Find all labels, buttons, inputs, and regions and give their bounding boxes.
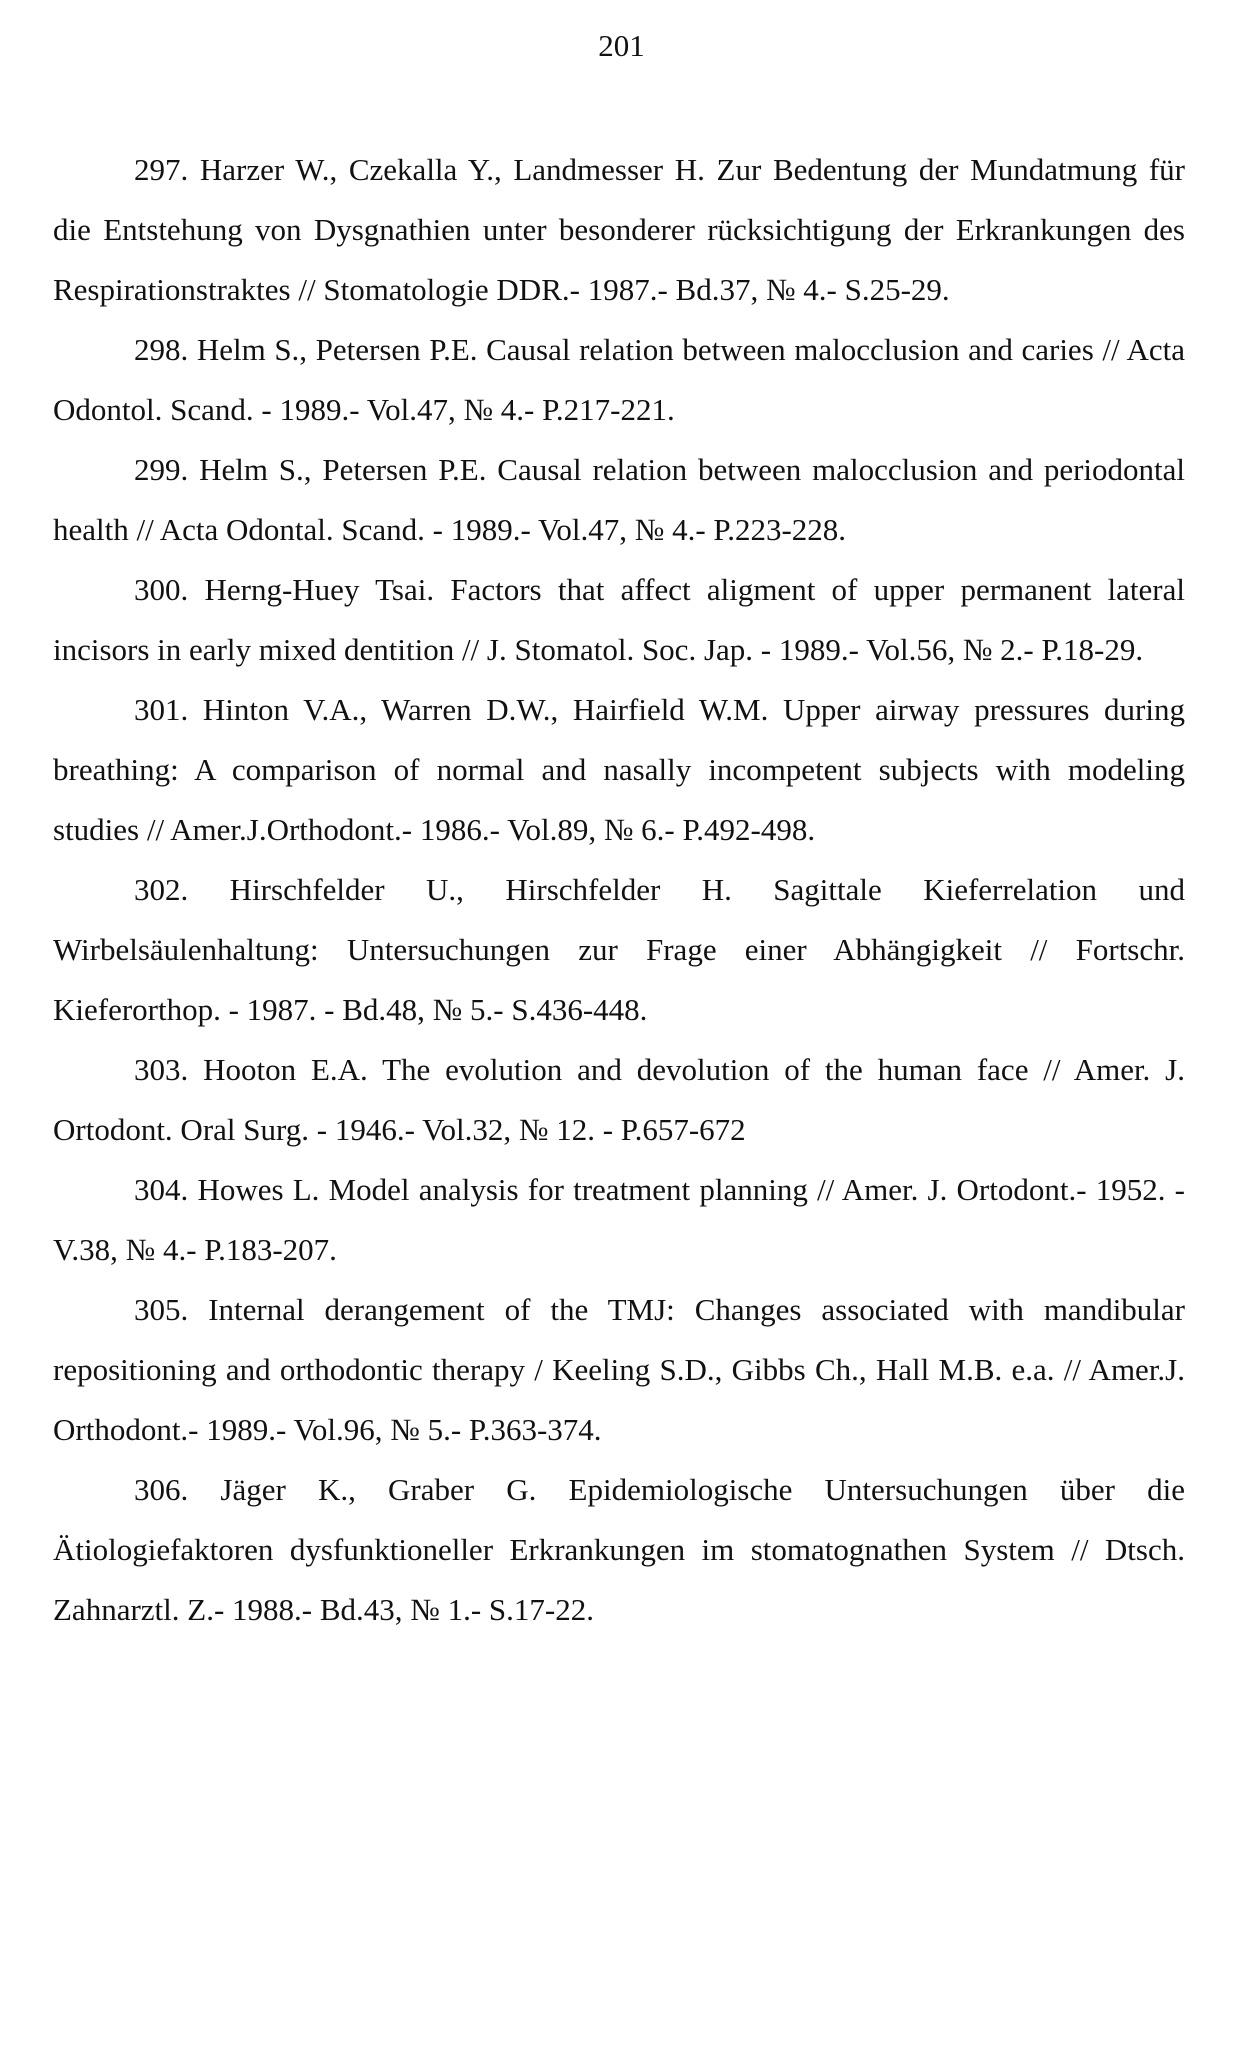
- reference-item-306: 306. Jäger K., Graber G. Epidemiologische Untersuchungen über die Ätiologiefaktoren dysfunktioneller Erkrankungen im stomatognathen System // Dtsch. Zahnarztl. Z.- 1988.- Bd.43, № 1.- S.17-22.: [53, 1472, 1185, 1627]
- reference-list: [53, 140, 1185, 1640]
- reference-item-301: 301. Hinton V.A., Warren D.W., Hairfield W.M. Upper airway pressures during breathing: A comparison of normal and nasally incompetent subjects with modeling studies // Amer.J.Orthodont.- 1986.- Vol.89, № 6.- P.492-498.: [53, 692, 1185, 847]
- reference-item-302: 302. Hirschfelder U., Hirschfelder H. Sagittale Kieferrelation und Wirbelsäulenhaltung: Untersuchungen zur Frage einer Abhängigkeit // Fortschr. Kieferorthop. - 1987. - Bd.48, № 5.- S.436-448.: [53, 872, 1185, 1027]
- reference-item-300: 300. Herng-Huey Tsai. Factors that affect aligment of upper permanent lateral incisors in early mixed dentition // J. Stomatol. Soc. Jap. - 1989.- Vol.56, № 2.- P.18-29.: [53, 572, 1185, 667]
- reference-item-297: 297. Harzer W., Czekalla Y., Landmesser H. Zur Bedentung der Mundatmung für die Entstehung von Dysgnathien unter besonderer rücksichtigung der Erkrankungen des Respirationstraktes // Stomatologie DDR.- 1987.- Bd.37, № 4.- S.25-29.: [53, 152, 1185, 307]
- page-number: 201: [598, 28, 645, 63]
- reference-item-299: 299. Helm S., Petersen P.E. Causal relation between malocclusion and periodontal health // Acta Odontal. Scand. - 1989.- Vol.47, № 4.- P.223-228.: [53, 452, 1185, 547]
- reference-item-303: 303. Hooton E.A. The evolution and devolution of the human face // Amer. J. Ortodont. Oral Surg. - 1946.- Vol.32, № 12. - P.657-672: [53, 1052, 1185, 1147]
- reference-item-305: 305. Internal derangement of the TMJ: Changes associated with mandibular repositioning and orthodontic therapy / Keeling S.D., Gibbs Ch., Hall M.B. e.a. // Amer.J. Orthodont.- 1989.- Vol.96, № 5.- P.363-374.: [53, 1292, 1185, 1447]
- reference-item-298: 298. Helm S., Petersen P.E. Causal relation between malocclusion and caries // Acta Odontol. Scand. - 1989.- Vol.47, № 4.- P.217-221.: [53, 332, 1185, 427]
- reference-item-304: 304. Howes L. Model analysis for treatment planning // Amer. J. Ortodont.- 1952. - V.38, № 4.- P.183-207.: [53, 1172, 1185, 1267]
